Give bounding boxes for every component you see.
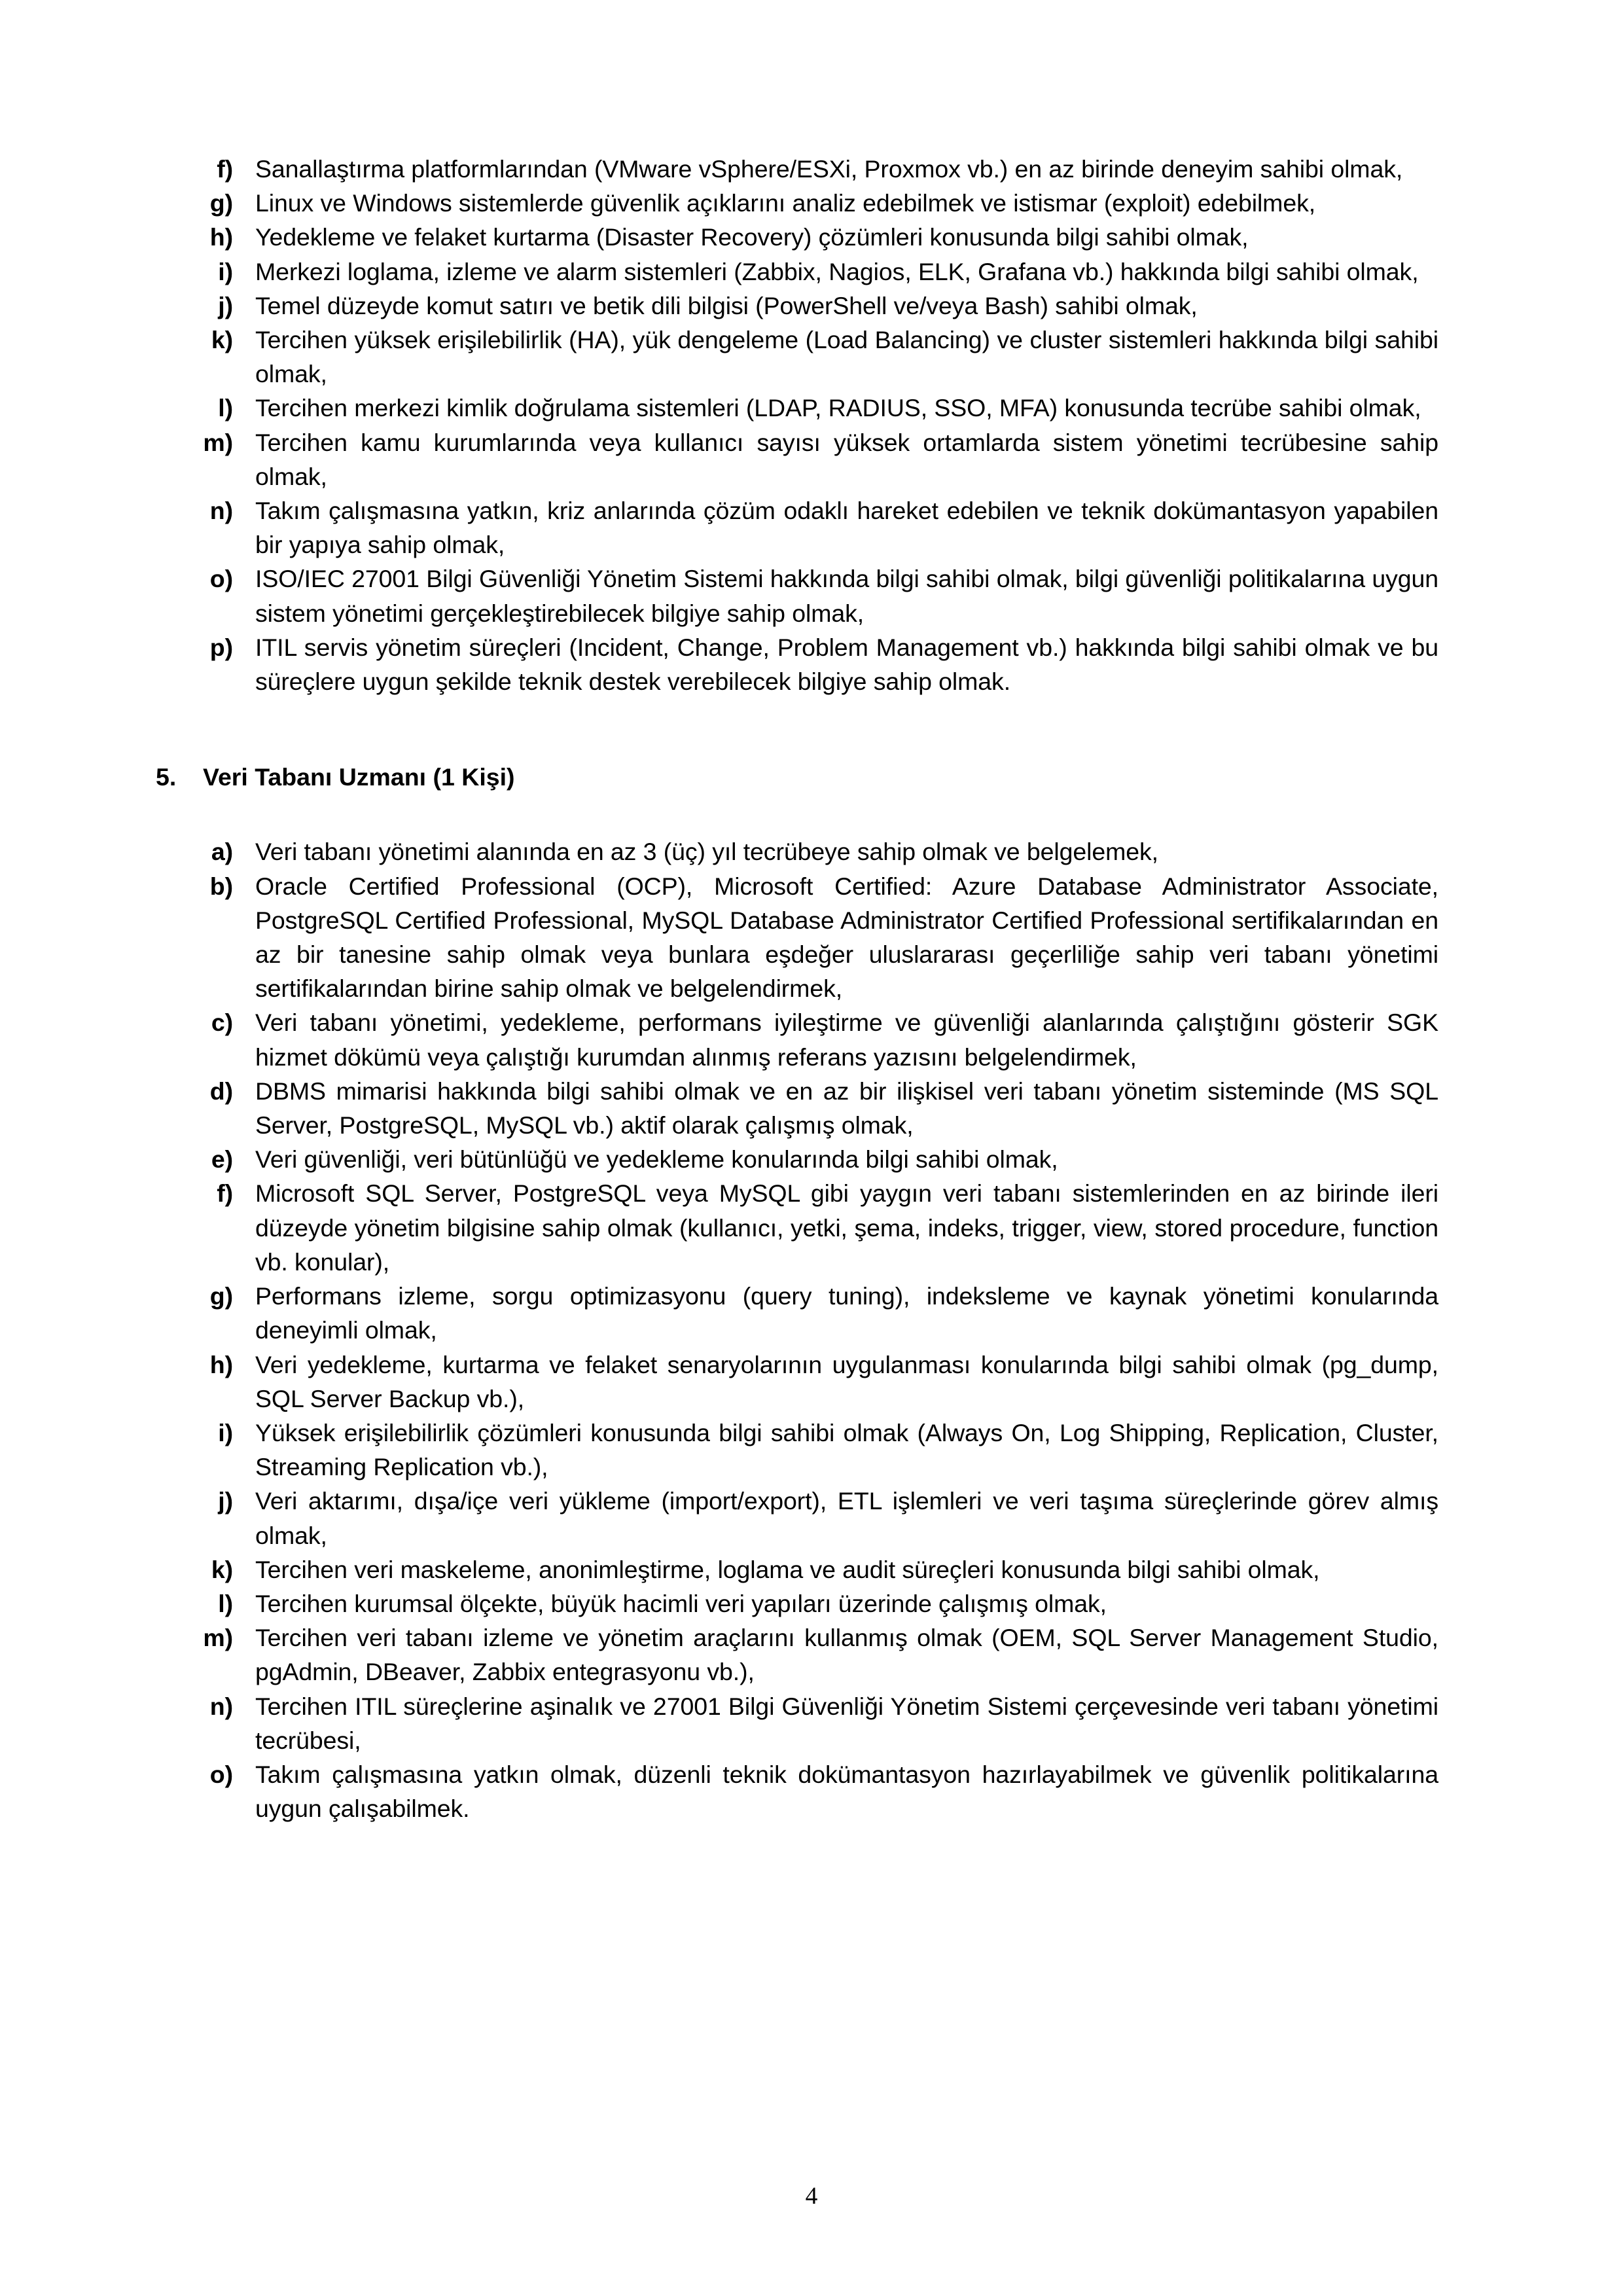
section-5-heading xyxy=(156,760,1486,794)
list-item-marker: g) xyxy=(209,1282,233,1310)
page-content xyxy=(156,152,1486,1825)
list-item xyxy=(156,255,1438,289)
list-item-marker: j) xyxy=(218,1487,233,1515)
list-item-marker: l) xyxy=(218,1589,233,1617)
list-item-text: Tercihen veri tabanı izleme ve yönetim araçlarını kullanmış olmak (OEM, SQL Server Management Studio, pgAdmin, DBeaver, Zabbix entegrasyonu vb.), xyxy=(255,1624,1438,1686)
list-item-text: Tercihen yüksek erişilebilirlik (HA), yük dengeleme (Load Balancing) ve cluster sistemleri hakkında bilgi sahibi olmak, xyxy=(255,326,1438,388)
list-item-text: Tercihen merkezi kimlik doğrulama sistemleri (LDAP, RADIUS, SSO, MFA) konusunda tecrübe sahibi olmak, xyxy=(255,394,1421,422)
list-item-marker: i) xyxy=(218,1418,233,1446)
list-item xyxy=(156,1005,1438,1073)
list-item-text: Tercihen kurumsal ölçekte, büyük hacimli veri yapıları üzerinde çalışmış olmak, xyxy=(255,1589,1107,1617)
list-item xyxy=(156,562,1438,630)
list-item-marker: b) xyxy=(209,872,233,900)
list-item xyxy=(156,1621,1438,1689)
list-item xyxy=(156,1757,1438,1825)
page-number: 4 xyxy=(805,2183,818,2210)
list-item-text: Takım çalışmasına yatkın, kriz anlarında çözüm odaklı hareket edebilen ve teknik dokümantasyon yapabilen bir yapıya sahip olmak, xyxy=(255,497,1438,559)
list-item xyxy=(156,391,1438,425)
list-item-text: Temel düzeyde komut satırı ve betik dili bilgisi (PowerShell ve/veya Bash) sahibi olmak, xyxy=(255,291,1198,319)
list-item-text: Takım çalışmasına yatkın olmak, düzenli teknik dokümantasyon hazırlayabilmek ve güvenlik politikalarına uygun çalışabilmek. xyxy=(255,1760,1438,1823)
list-item xyxy=(156,289,1438,323)
list-item xyxy=(156,1689,1438,1757)
list-item xyxy=(156,630,1438,698)
list-item-marker: o) xyxy=(209,1760,233,1788)
list-item-text: Yüksek erişilebilirlik çözümleri konusunda bilgi sahibi olmak (Always On, Log Shipping, Replication, Cluster, Streaming Replication vb.), xyxy=(255,1418,1438,1481)
list-item-text: Veri yedekleme, kurtarma ve felaket senaryolarının uygulanması konularında bilgi sahibi olmak (pg_dump, SQL Server Backup vb.), xyxy=(255,1350,1438,1412)
list-item-marker: h) xyxy=(209,223,233,251)
list-item-marker: i) xyxy=(218,257,233,285)
list-item xyxy=(156,1279,1438,1347)
list-item-marker: o) xyxy=(209,565,233,593)
list-item-marker: n) xyxy=(209,497,233,525)
list-item xyxy=(156,220,1438,254)
list-item-text: Veri tabanı yönetimi, yedekleme, performans iyileştirme ve güvenliği alanlarında çalıştığını gösterir SGK hizmet dökümü veya çalıştığı kurumdan alınmış referans yazısını belgelendirmek, xyxy=(255,1009,1438,1071)
list-item-marker: m) xyxy=(203,1624,233,1652)
list-item xyxy=(156,869,1438,1006)
list-item-text: Oracle Certified Professional (OCP), Microsoft Certified: Azure Database Administrator Associate, PostgreSQL Certified Professional, MySQL Database Administrator Certified Professional sertifikalarından en az bir tanesine sahip olmak veya bunlara eşdeğer uluslararası geçerliliğe sahip veri tabanı yönetimi sertifikalarından birine sahip olmak ve belgelendirmek, xyxy=(255,872,1438,1003)
list-item-marker: p) xyxy=(209,633,233,661)
list-item-text: Performans izleme, sorgu optimizasyonu (query tuning), indeksleme ve kaynak yönetimi konularında deneyimli olmak, xyxy=(255,1282,1438,1344)
list-item-text: Yedekleme ve felaket kurtarma (Disaster Recovery) çözümleri konusunda bilgi sahibi olmak, xyxy=(255,223,1249,251)
list-item-marker: n) xyxy=(209,1692,233,1720)
list-item-marker: k) xyxy=(211,326,233,354)
list-item-marker: c) xyxy=(211,1009,233,1037)
list-item-marker: d) xyxy=(209,1077,233,1105)
list-item-text: Tercihen veri maskeleme, anonimleştirme, loglama ve audit süreçleri konusunda bilgi sahibi olmak, xyxy=(255,1555,1320,1583)
list-item xyxy=(156,1484,1438,1552)
list-item-text: Sanallaştırma platformlarından (VMware vSphere/ESXi, Proxmox vb.) en az birinde deneyim sahibi olmak, xyxy=(255,155,1403,183)
list-item-text: Veri aktarımı, dışa/içe veri yükleme (import/export), ETL işlemleri ve veri taşıma süreçlerinde görev almış olmak, xyxy=(255,1487,1438,1549)
list-item xyxy=(156,1176,1438,1279)
list-item-text: Veri tabanı yönetimi alanında en az 3 (üç) yıl tecrübeye sahip olmak ve belgelemek, xyxy=(255,838,1158,866)
list-item xyxy=(156,1142,1438,1176)
list-item-text: Tercihen kamu kurumlarında veya kullanıcı sayısı yüksek ortamlarda sistem yönetimi tecrübesine sahip olmak, xyxy=(255,428,1438,490)
list-item-marker: f) xyxy=(217,155,233,183)
list-item-marker: g) xyxy=(209,189,233,217)
spacer-after-section-5-heading xyxy=(156,794,1486,834)
list-item xyxy=(156,1348,1438,1416)
section-5-title: Veri Tabanı Uzmanı (1 Kişi) xyxy=(203,763,515,791)
list-item-marker: f) xyxy=(217,1179,233,1208)
list-item xyxy=(156,834,1438,869)
list-item-text: Microsoft SQL Server, PostgreSQL veya MySQL gibi yaygın veri tabanı sistemlerinden en az birinde ileri düzeyde yönetim bilgisine sahip olmak (kullanıcı, yetki, şema, indeks, trigger, view, stored procedure, function vb. konular), xyxy=(255,1179,1438,1276)
list-item-marker: l) xyxy=(218,394,233,422)
page-footer xyxy=(0,2182,1623,2211)
list-item xyxy=(156,1416,1438,1484)
list-item xyxy=(156,152,1438,186)
list-item-text: ITIL servis yönetim süreçleri (Incident, Change, Problem Management vb.) hakkında bilgi sahibi olmak ve bu süreçlere uygun şekilde teknik destek verebilecek bilgiye sahip olmak. xyxy=(255,633,1438,696)
list-item-marker: h) xyxy=(209,1350,233,1378)
requirements-list-section-5 xyxy=(156,834,1438,1825)
list-item xyxy=(156,186,1438,220)
requirements-list-section-4 xyxy=(156,152,1438,698)
list-item-text: ISO/IEC 27001 Bilgi Güvenliği Yönetim Sistemi hakkında bilgi sahibi olmak, bilgi güvenliği politikalarına uygun sistem yönetimi gerçekleştirebilecek bilgiye sahip olmak, xyxy=(255,565,1438,627)
spacer-before-section-5 xyxy=(156,698,1486,760)
list-item xyxy=(156,323,1438,391)
list-item xyxy=(156,1552,1438,1587)
list-item-text: Tercihen ITIL süreçlerine aşinalık ve 27001 Bilgi Güvenliği Yönetim Sistemi çerçevesinde veri tabanı yönetimi tecrübesi, xyxy=(255,1692,1438,1754)
list-item-marker: j) xyxy=(218,291,233,319)
list-item-marker: e) xyxy=(211,1145,233,1174)
list-item-text: Merkezi loglama, izleme ve alarm sistemleri (Zabbix, Nagios, ELK, Grafana vb.) hakkında bilgi sahibi olmak, xyxy=(255,257,1419,285)
list-item-marker: m) xyxy=(203,428,233,456)
list-item-text: Linux ve Windows sistemlerde güvenlik açıklarını analiz edebilmek ve istismar (exploit) edebilmek, xyxy=(255,189,1316,217)
list-item xyxy=(156,1587,1438,1621)
section-5-number: 5. xyxy=(156,763,177,791)
list-item-marker: k) xyxy=(211,1555,233,1583)
list-item-text: DBMS mimarisi hakkında bilgi sahibi olmak ve en az bir ilişkisel veri tabanı yönetim sisteminde (MS SQL Server, PostgreSQL, MySQL vb.) aktif olarak çalışmış olmak, xyxy=(255,1077,1438,1139)
list-item-marker: a) xyxy=(211,838,233,866)
list-item xyxy=(156,1074,1438,1142)
list-item xyxy=(156,493,1438,562)
list-item-text: Veri güvenliği, veri bütünlüğü ve yedekleme konularında bilgi sahibi olmak, xyxy=(255,1145,1058,1174)
list-item xyxy=(156,425,1438,493)
